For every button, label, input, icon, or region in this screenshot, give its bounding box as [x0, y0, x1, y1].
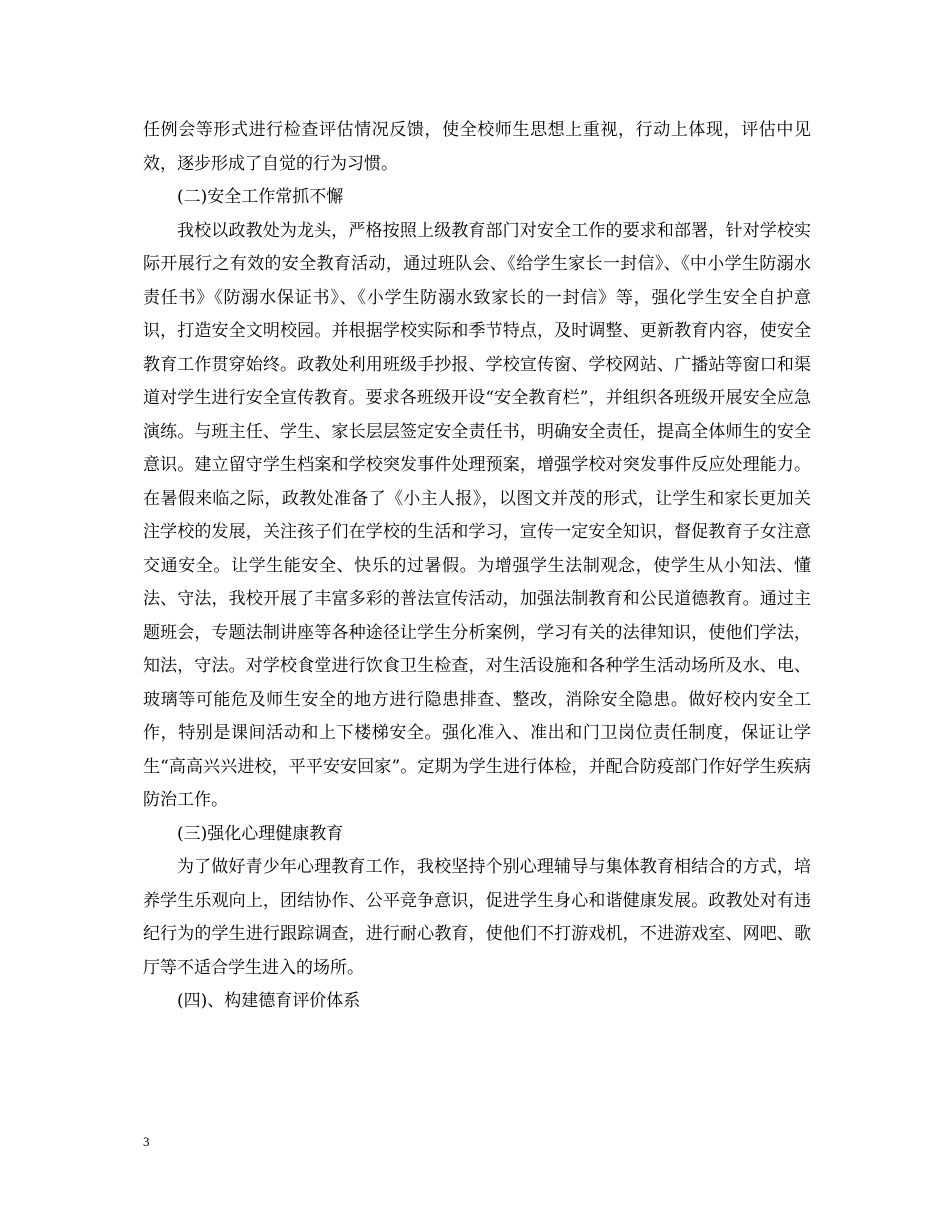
paragraph-safety-work: 我校以政教处为龙头，严格按照上级教育部门对安全工作的要求和部署，针对学校实际开展行之有效的安全教育活动，通过班队会、《给学生家长一封信》、《中小学生防溺水责任书》《防溺水保证书》、《小学生防溺水致家长的一封信》等，强化学生安全自护意识，打造安全文明校园。并根据学校实际和季节特点，及时调整、更新教育内容，使安全教育工作贯穿始终。政教处利用班级手抄报、学校宣传窗、学校网站、广播站等窗口和渠道对学生进行安全宣传教育。要求各班级开设“安全教育栏”，并组织各班级开展安全应急演练。与班主任、学生、家长层层签定安全责任书，明确安全责任，提高全体师生的安全意识。建立留守学生档案和学校突发事件处理预案，增强学校对突发事件反应处理能力。 在暑假来临之际，政教处准备了《小主人报》，以图文并茂的形式，让学生和家长更加关注学校的发展，关注孩子们在学校的生活和学习，宣传一定安全知识，督促教育子女注意交通安全。让学生能安全、快乐的过暑假。为增强学生法制观念，使学生从小知法、懂法、守法，我校开展了丰富多彩的普法宣传活动，加强法制教育和公民道德教育。通过主题班会，专题法制讲座等各种途径让学生分析案例，学习有关的法律知识，使他们学法，知法，守法。对学校食堂进行饮食卫生检查，对生活设施和各种学生活动场所及水、电、玻璃等可能危及师生安全的地方进行隐患排查、整改，消除安全隐患。做好校内安全工作，特别是课间活动和上下楼梯安全。强化准入、准出和门卫岗位责任制度，保证让学生“高高兴兴进校，平平安安回家”。定期为学生进行体检，并配合防疫部门作好学生疾病防治工作。	[143, 220, 811, 810]
document-body	[143, 114, 811, 1019]
section-heading-evaluation-system: (四)、构建德育评价体系	[177, 991, 361, 1011]
paragraph-continuation: 任例会等形式进行检查评估情况反馈，使全校师生思想上重视，行动上体现，评估中见效，逐步形成了自觉的行为习惯。	[143, 120, 811, 174]
paragraph-mental-health: 为了做好青少年心理教育工作，我校坚持个别心理辅导与集体教育相结合的方式，培养学生乐观向上，团结协作、公平竞争意识，促进学生身心和谐健康发展。政教处对有违纪行为的学生进行跟踪调查，进行耐心教育，使他们不打游戏机，不进游戏室、网吧、歌厅等不适合学生进入的场所。	[143, 857, 811, 978]
section-heading-mental-health: (三)强化心理健康教育	[177, 823, 344, 844]
page-number: 3	[143, 1134, 150, 1149]
section-heading-safety: (二)安全工作常抓不懈	[177, 187, 344, 207]
